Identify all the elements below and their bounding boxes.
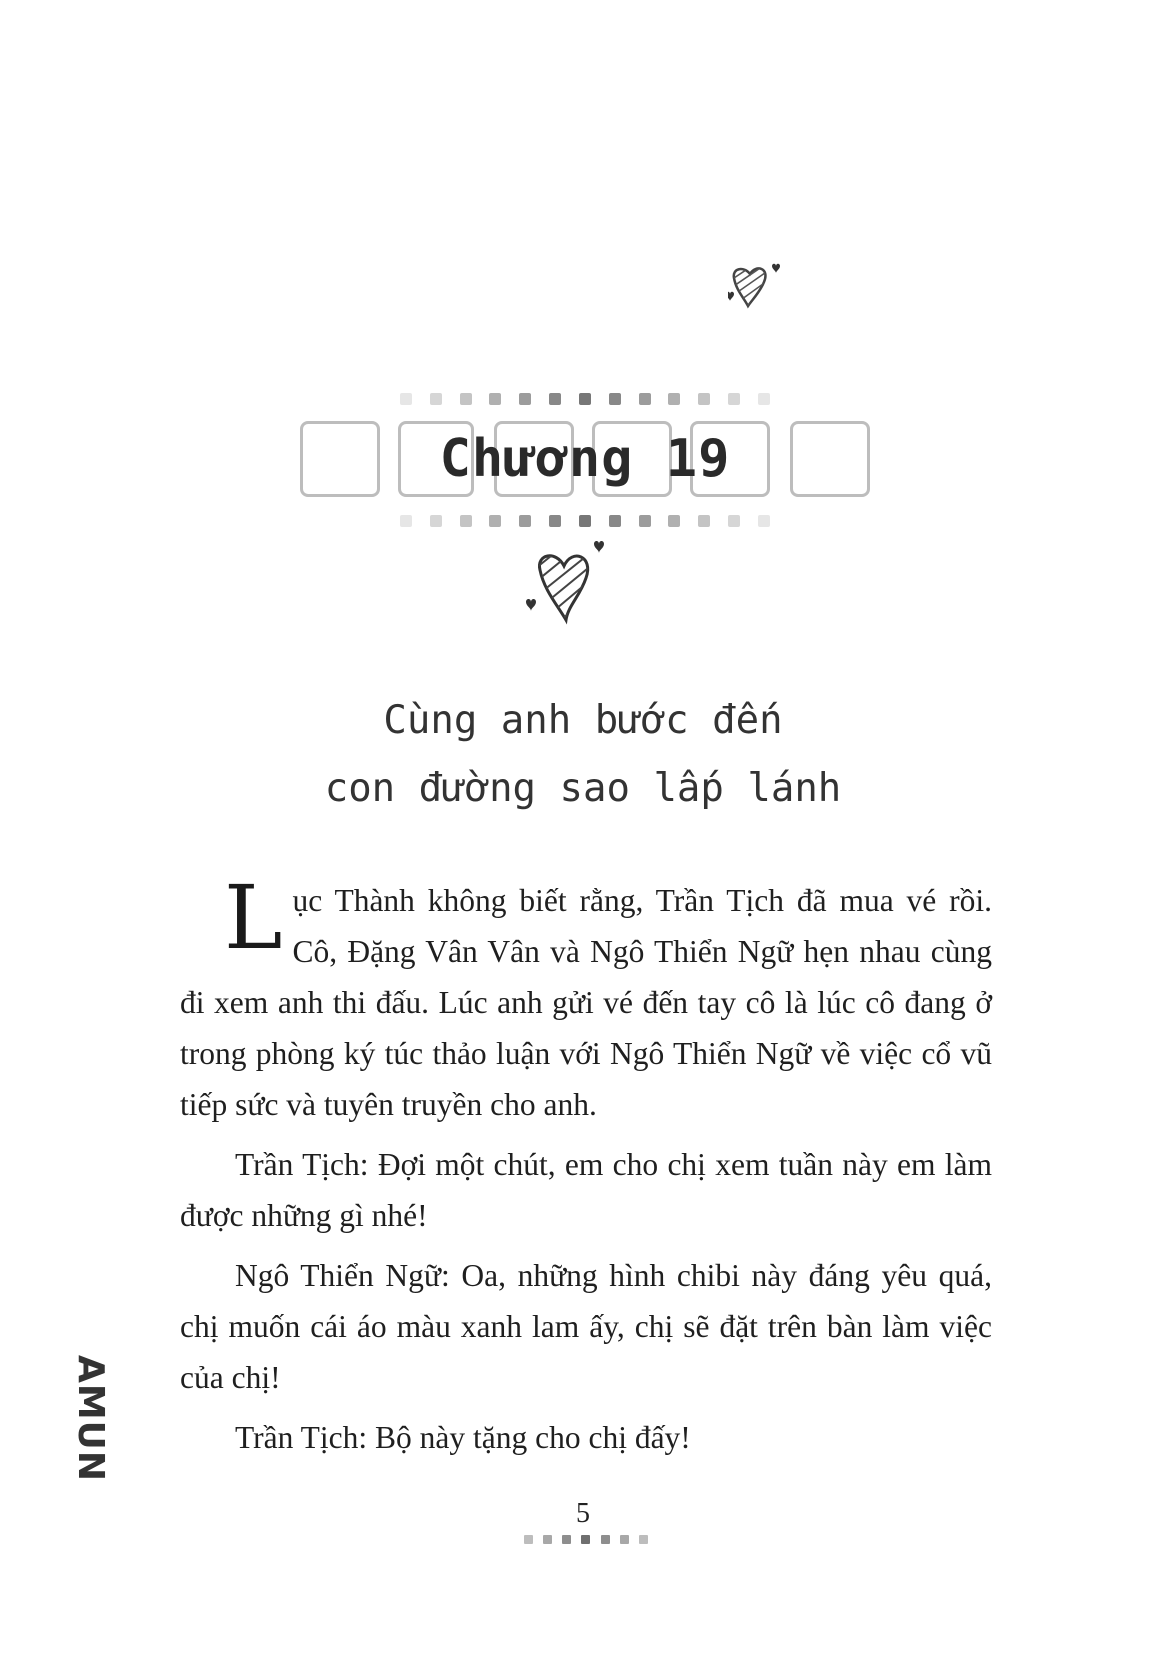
banner-dots-top <box>400 393 770 405</box>
footer-dot <box>601 1535 610 1544</box>
footer-dot <box>639 1535 648 1544</box>
banner-dot <box>728 393 740 405</box>
paragraph: Ngô Thiển Ngữ: Oa, những hình chibi này đáng yêu quá, chị muốn cái áo màu xanh lam ấy, chị sẽ đặt trên bàn làm việc của chị! <box>180 1258 992 1395</box>
banner-dot <box>758 393 770 405</box>
banner-dot <box>728 515 740 527</box>
chapter-title: Chương 19 <box>439 429 731 489</box>
paragraph: Trần Tịch: Bộ này tặng cho chị đấy! <box>235 1420 691 1455</box>
banner-dot <box>430 515 442 527</box>
banner-dot <box>519 515 531 527</box>
banner-dot <box>400 393 412 405</box>
banner-dot <box>549 393 561 405</box>
footer-dot <box>620 1535 629 1544</box>
banner-dot <box>460 515 472 527</box>
banner-dot <box>609 515 621 527</box>
film-frame <box>300 421 380 497</box>
footer-dot <box>581 1535 590 1544</box>
banner-dot <box>519 393 531 405</box>
banner-dot <box>639 515 651 527</box>
banner-dot <box>430 393 442 405</box>
publisher-logo-text: AMUN <box>70 1355 111 1483</box>
banner-dots-bottom <box>400 515 770 527</box>
footer-dot <box>543 1535 552 1544</box>
banner-dot <box>639 393 651 405</box>
banner-dot <box>489 393 501 405</box>
page-number: 5 <box>576 1498 590 1529</box>
banner-dot <box>489 515 501 527</box>
drop-cap: L <box>224 866 283 969</box>
banner-dot <box>579 515 591 527</box>
footer-dots <box>524 1535 648 1544</box>
banner-dot <box>609 393 621 405</box>
banner-dot <box>698 393 710 405</box>
chapter-subtitle-line-2: con đường sao lấp lánh <box>324 766 842 811</box>
footer-dot <box>562 1535 571 1544</box>
paragraph-text: ục Thành không biết rằng, Trần Tịch đã mua vé rồi. Cô, Đặng Vân Vân và Ngô Thiển Ngữ hẹn nhau cùng đi xem anh thi đấu. Lúc anh gửi vé đến tay cô là lúc cô đang ở trong phòng ký túc thảo luận với Ngô Thiển Ngữ về việc cổ vũ tiếp sức và tuyên truyền cho anh. <box>180 883 992 1122</box>
banner-dot <box>460 393 472 405</box>
publisher-logo <box>70 1355 111 1483</box>
banner-dot <box>698 515 710 527</box>
banner-dot <box>668 515 680 527</box>
banner-dot <box>400 515 412 527</box>
banner-dot <box>668 393 680 405</box>
body-text <box>180 866 992 1472</box>
banner-dot <box>579 393 591 405</box>
paragraph: Trần Tịch: Đợi một chút, em cho chị xem tuần này em làm được những gì nhé! <box>180 1147 992 1233</box>
striped-heart-icon <box>526 540 612 632</box>
striped-heart-icon <box>728 262 788 324</box>
banner-dot <box>549 515 561 527</box>
chapter-subtitle-line-1: Cùng anh bước đến <box>383 698 783 743</box>
chapter-banner <box>300 393 870 535</box>
footer-dot <box>524 1535 533 1544</box>
paragraph <box>180 866 992 1130</box>
film-frame <box>790 421 870 497</box>
banner-dot <box>758 515 770 527</box>
